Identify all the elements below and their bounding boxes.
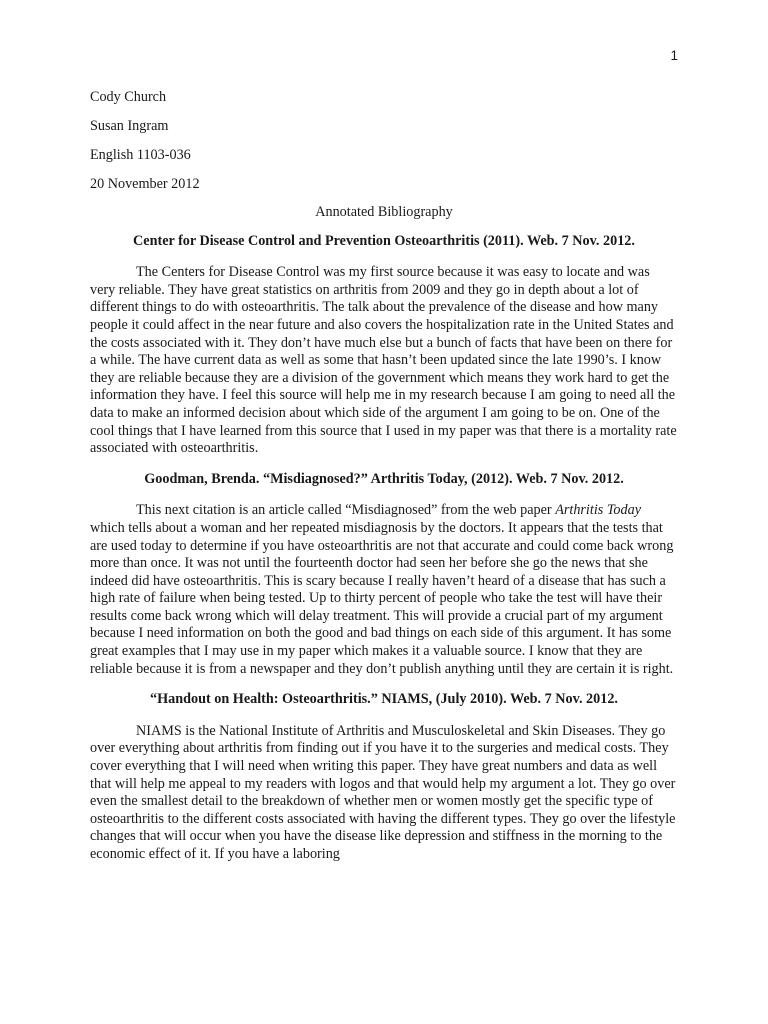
submission-date: 20 November 2012	[90, 176, 200, 192]
page-number: 1	[670, 48, 678, 63]
annotation-niams: NIAMS is the National Institute of Arthritis and Musculoskeletal and Skin Diseases. They go over everything about arthritis from finding out if you have it to the surgeries and medical costs. They cover everything that I will need when writing this paper. They have great numbers and data as well that will help me appeal to my readers with logos and that would help my argument a lot. They go over even the smallest detail to the breakdown of whether men or women mostly get the specific type of osteoarthritis to the different costs associated with having the different types. They go over the lifestyle changes that will occur when you have the disease like depression and stiffness in the morning to the economic effect of it. If you have a laboring	[90, 722, 676, 862]
document-body	[90, 88, 678, 877]
annotation-cdc: The Centers for Disease Control was my first source because it was easy to locate and was very reliable. They have great statistics on arthritis from 2009 and they go in depth about a lot of different things to do with osteoarthritis. The talk about the prevalence of the disease and how many people it could affect in the near future and also covers the hospitalization rate in the United States and the costs associated with it. They don’t have much else but a bunch of facts that have been on there for a while. The have current data as well as some that hasn’t been updated since the late 1990’s. I know they are reliable because they are a division of the government which means they work hard to get the information they have. I feel this source will help me in my research because I am going to need all the data to make an informed decision about which side of the argument I am going to be on. One of the cool things that I have learned from this source that I used in my paper was that there is a mortality rate associated with osteoarthritis.	[90, 264, 677, 457]
citation-cdc: Center for Disease Control and Prevention Osteoarthritis (2011). Web. 7 Nov. 2012.	[133, 232, 635, 249]
student-name: Cody Church	[90, 89, 167, 105]
instructor-name: Susan Ingram	[90, 118, 169, 134]
annotation-goodman	[90, 502, 678, 678]
citation-goodman: Goodman, Brenda. “Misdiagnosed?” Arthritis Today, (2012). Web. 7 Nov. 2012.	[144, 470, 624, 487]
annotation-goodman-text-before: This next citation is an article called “Misdiagnosed” from the web paper	[136, 502, 556, 519]
annotation-goodman-text-after: which tells about a woman and her repeated misdiagnosis by the doctors. It appears that the tests that are used today to determine if you have osteoarthritis are not that accurate and could come back wrong more than once. It was not until the fourteenth doctor had seen her before she go the news that she indeed did have osteoarthritis. This is scary because I really haven’t heard of a disease that has such a high rate of failure when being tested. Up to thirty percent of people who take the test will have their results come back wrong which will delay treatment. This will provide a crucial part of my argument because I need information on both the good and bad things on each side of this argument. It has some great examples that I may use in my paper which makes it a valuable source. I know that they are reliable because it is from a newspaper and they don’t publish anything until they are certain it is right.	[90, 519, 674, 677]
course-number: English 1103-036	[90, 147, 191, 163]
document-title: Annotated Bibliography	[315, 204, 453, 220]
citation-niams: “Handout on Health: Osteoarthritis.” NIAMS, (July 2010). Web. 7 Nov. 2012.	[150, 691, 618, 708]
annotation-goodman-journal-title: Arthritis Today	[555, 502, 641, 519]
